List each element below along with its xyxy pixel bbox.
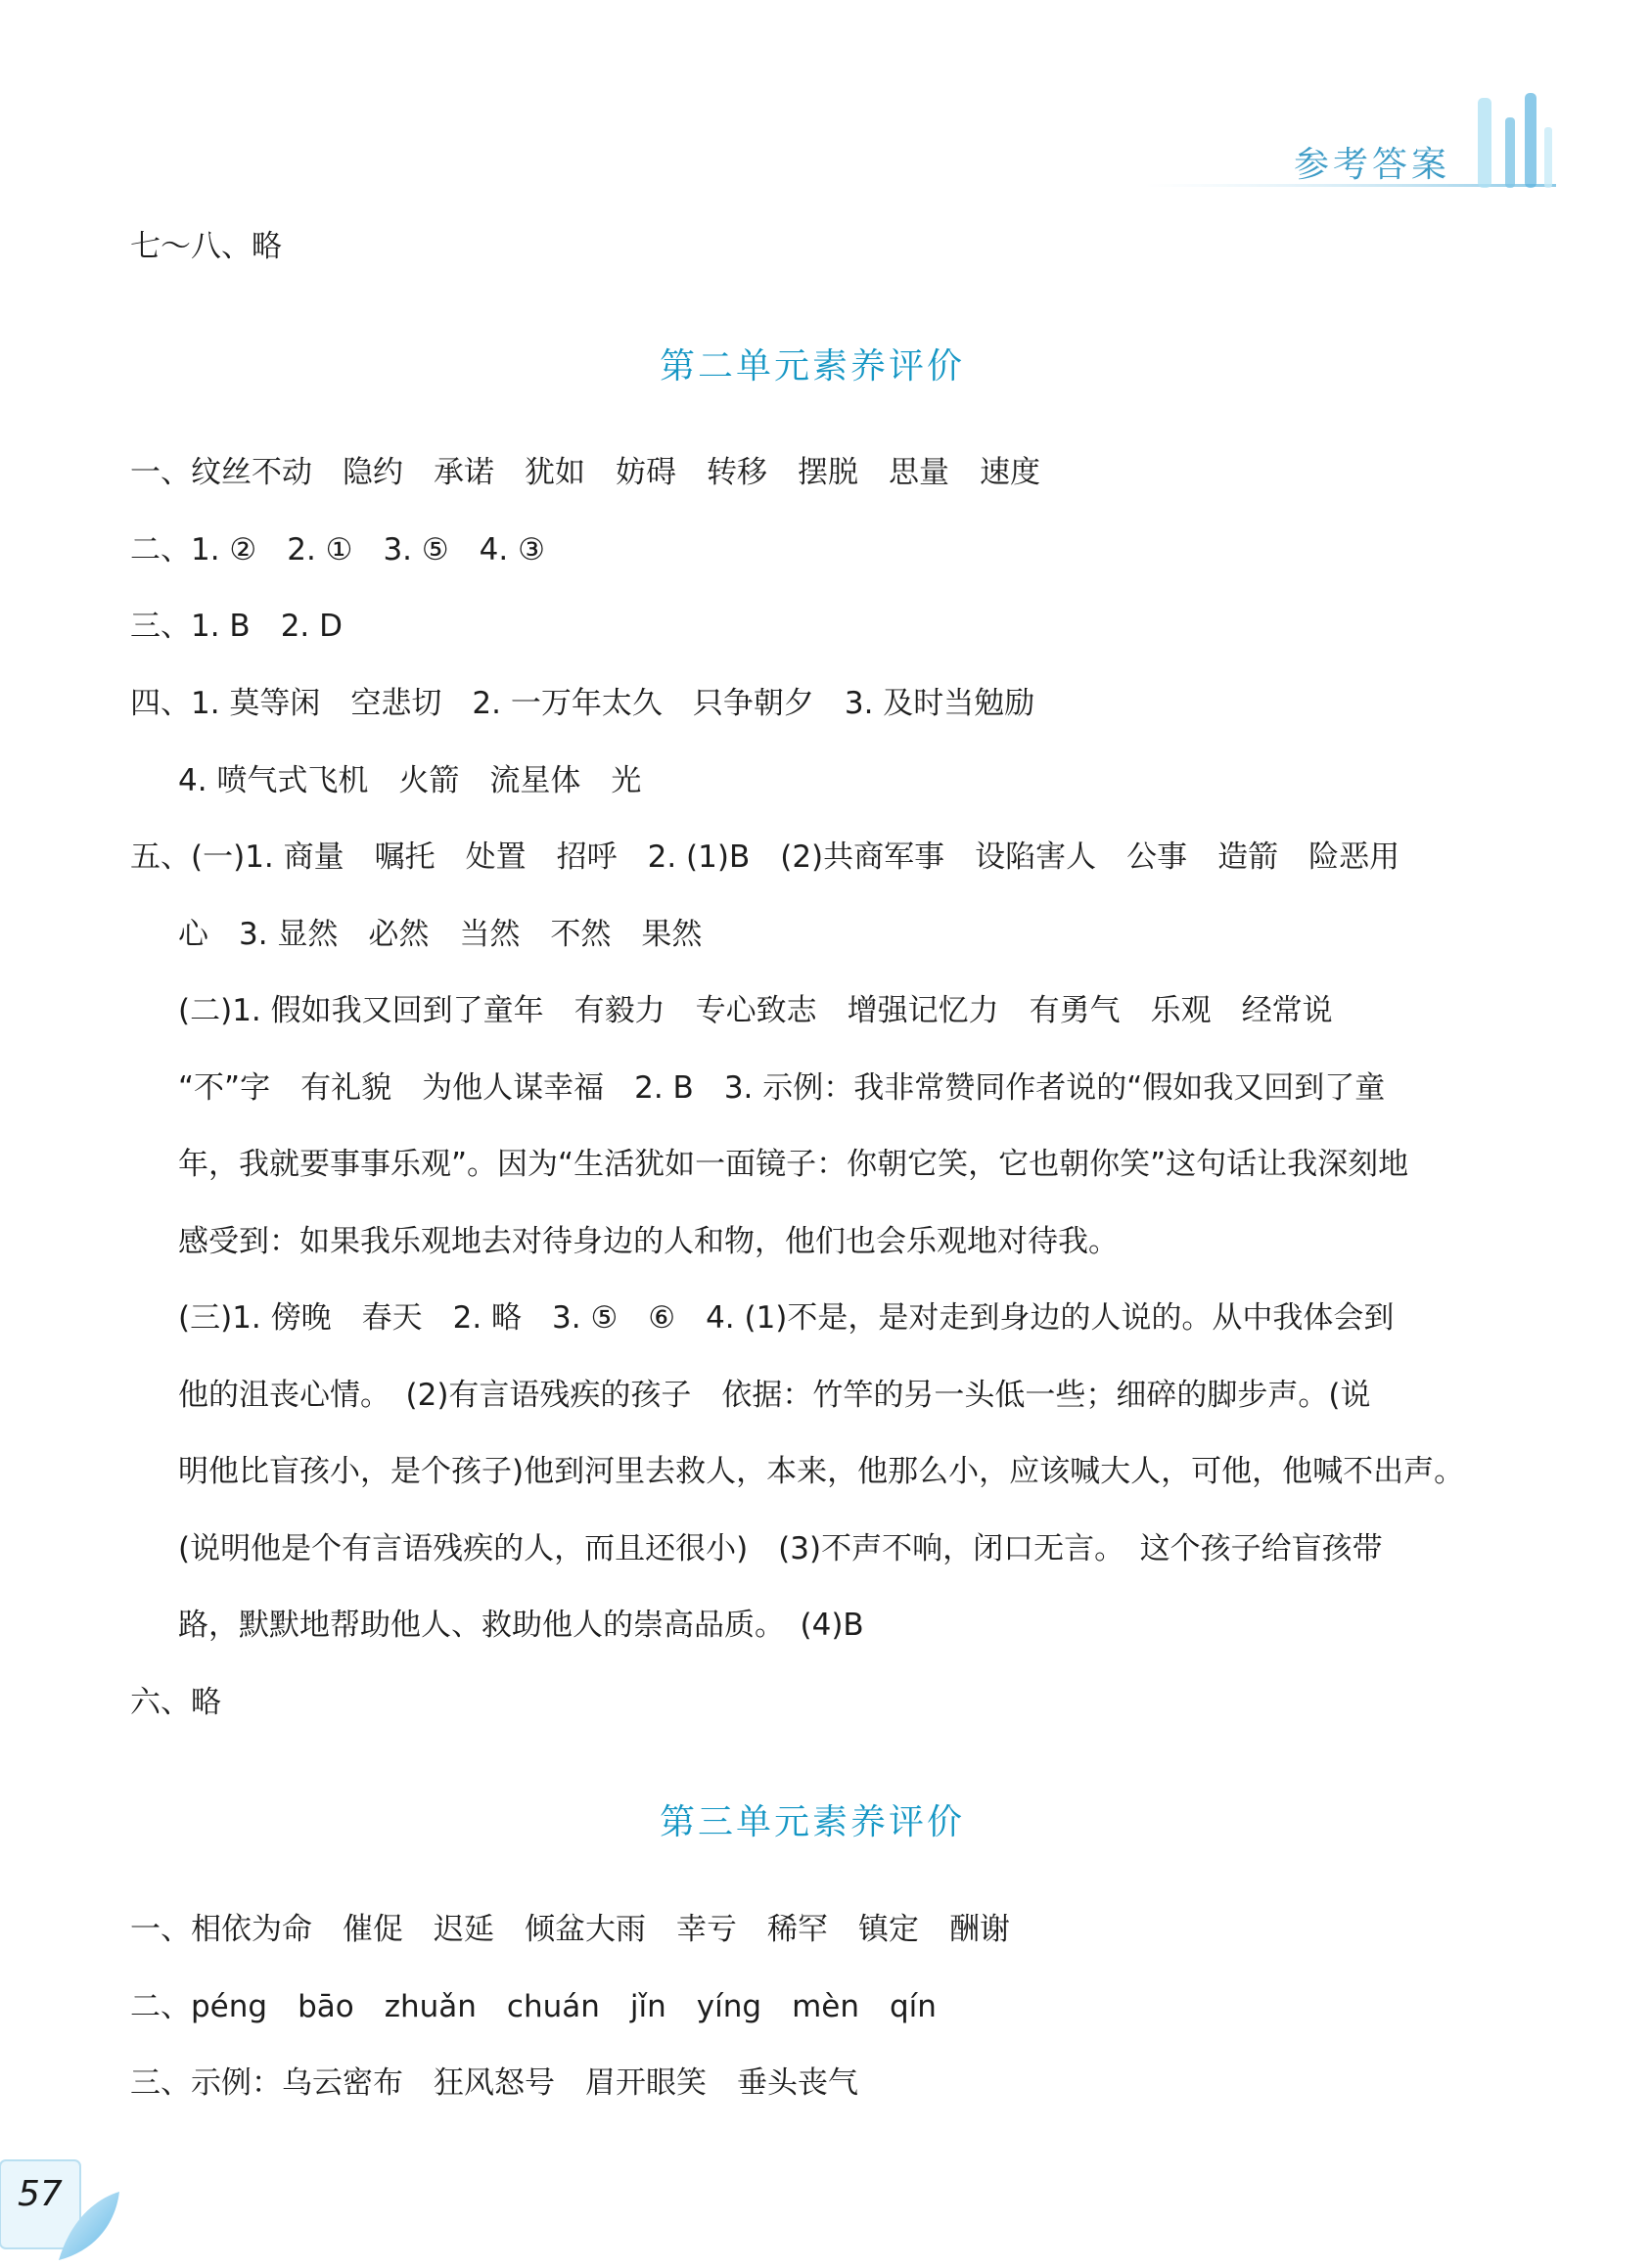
answer-line: (说明他是个有言语残疾的人，而且还很小) (3)不声不响，闭口无言。 这个孩子给盲孩带 [178,1531,1383,1566]
answer-line: (三)1. 傍晚 春天 2. 略 3. ⑤ ⑥ 4. (1)不是，是对走到身边的人说的。从中我体会到 [178,1300,1395,1336]
answer-line: 三、1. B 2. D [130,609,343,644]
answer-line: 三、示例：乌云密布 狂风怒号 眉开眼笑 垂头丧气 [130,2065,858,2101]
page-number: 57 [18,2174,63,2214]
answer-line: 4. 喷气式飞机 火箭 流星体 光 [178,763,642,798]
answer-line: 四、1. 莫等闲 空悲切 2. 一万年太久 只争朝夕 3. 及时当勉励 [130,686,1035,721]
header-title: 参考答案 [1294,145,1451,185]
answer-line: 心 3. 显然 必然 当然 不然 果然 [178,917,703,952]
answer-line: 明他比盲孩小，是个孩子)他到河里去救人，本来，他那么小，应该喊大人，可他，他喊不出声。 [178,1454,1465,1489]
top-note: 七～八、略 [130,229,282,264]
answer-line: (二)1. 假如我又回到了童年 有毅力 专心致志 增强记忆力 有勇气 乐观 经常说 [178,993,1333,1028]
answer-line: 感受到：如果我乐观地去对待身边的人和物，他们也会乐观地对待我。 [178,1224,1119,1259]
section-title: 第二单元素养评价 [659,346,965,386]
answer-line: 一、纹丝不动 隐约 承诺 犹如 妨碍 转移 摆脱 思量 速度 [130,455,1040,490]
answer-line: 二、péng bāo zhuǎn chuán jǐn yíng mèn qín [130,1989,937,2024]
answer-line: 路，默默地帮助他人、救助他人的崇高品质。 (4)B [178,1608,864,1643]
answer-line: 二、1. ② 2. ① 3. ⑤ 4. ③ [130,532,545,567]
answer-line: 年，我就要事事乐观”。因为“生活犹如一面镜子：你朝它笑，它也朝你笑”这句话让我深刻地 [178,1147,1409,1182]
answer-line: “不”字 有礼貌 为他人谋幸福 2. B 3. 示例：我非常赞同作者说的“假如我又回到了童 [178,1070,1386,1106]
answer-line: 他的沮丧心情。 (2)有言语残疾的孩子 依据：竹竿的另一头低一些；细碎的脚步声。(说 [178,1378,1371,1413]
answer-line: 一、相依为命 催促 迟延 倾盆大雨 幸亏 稀罕 镇定 酬谢 [130,1912,1010,1947]
answer-line: 六、略 [130,1685,221,1720]
answer-line: 五、(一)1. 商量 嘱托 处置 招呼 2. (1)B (2)共商军事 设陷害人 公事 造箭 险恶用 [130,839,1400,875]
section-title: 第三单元素养评价 [659,1802,965,1842]
